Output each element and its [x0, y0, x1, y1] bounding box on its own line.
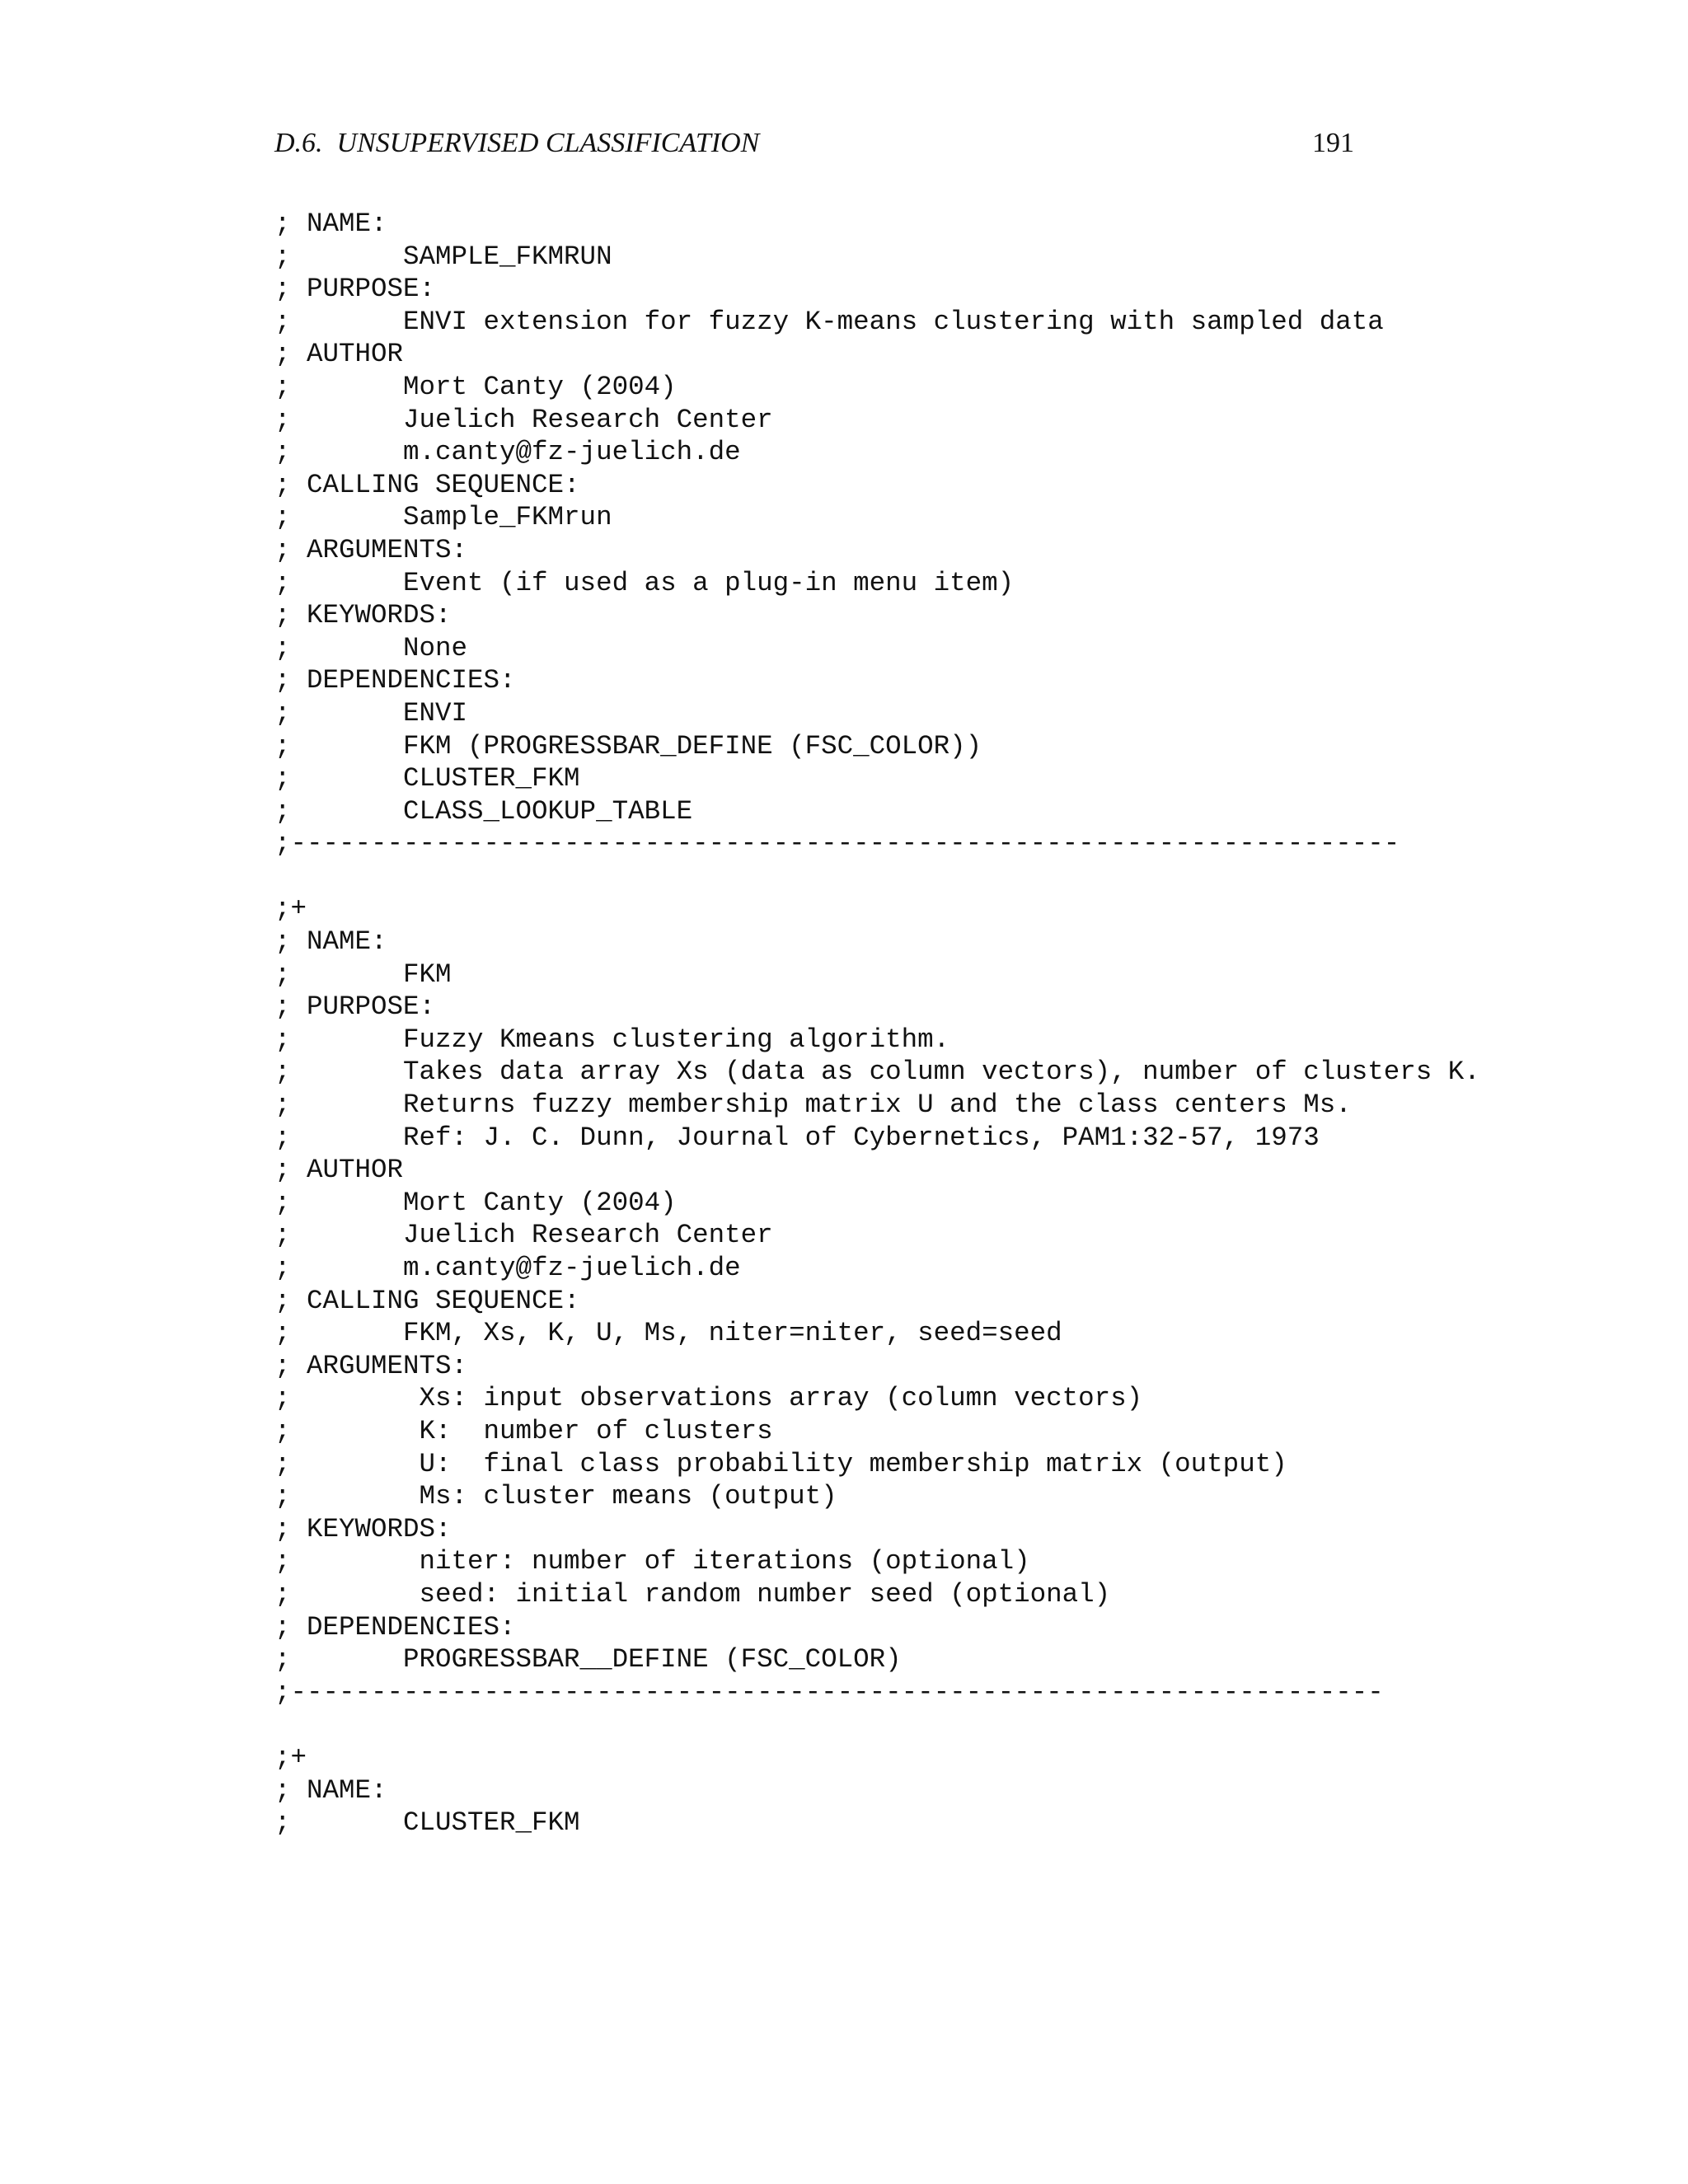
code-line: ; Mort Canty (2004): [274, 371, 677, 402]
code-line: ; ARGUMENTS:: [274, 534, 468, 565]
code-line: ; Returns fuzzy membership matrix U and the class centers Ms.: [274, 1090, 1352, 1121]
code-line: ;+: [274, 1741, 307, 1773]
code-line: ; FKM: [274, 958, 452, 990]
code-line: ; AUTHOR: [274, 1155, 404, 1186]
code-line: ; m.canty@fz-juelich.de: [274, 1253, 741, 1283]
code-line: ; Juelich Research Center: [274, 404, 773, 435]
code-line: ; None: [274, 632, 468, 663]
code-line: ; Mort Canty (2004): [274, 1187, 677, 1218]
code-line: [274, 860, 1362, 893]
code-line: ; Ref: J. C. Dunn, Journal of Cybernetics, PAM1:32-57, 1973: [274, 1122, 1320, 1153]
code-line: ; Event (if used as a plug-in menu item): [274, 567, 1015, 598]
code-line: ; Takes data array Xs (data as column vectors), number of clusters K.: [274, 1057, 1480, 1088]
code-line: ; PURPOSE:: [274, 991, 436, 1023]
code-line: ; m.canty@fz-juelich.de: [274, 437, 741, 468]
code-line: ; Juelich Research Center: [274, 1220, 773, 1251]
code-line: ; KEYWORDS:: [274, 600, 452, 631]
code-line: ; Sample_FKMrun: [274, 502, 612, 533]
page-number: 191: [1312, 128, 1354, 158]
code-line: ; NAME:: [274, 926, 387, 958]
code-line: ; SAMPLE_FKMRUN: [274, 241, 612, 272]
code-listing: [274, 208, 1480, 1840]
code-line: ; ARGUMENTS:: [274, 1350, 468, 1381]
code-line: ; ENVI: [274, 697, 468, 729]
code-line: ; U: final class probability membership matrix (output): [274, 1448, 1287, 1479]
code-line: ;+: [274, 893, 307, 925]
code-line: ; Xs: input observations array (column vectors): [274, 1383, 1143, 1414]
code-line: ; CLUSTER_FKM: [274, 1807, 580, 1839]
code-line: ; PROGRESSBAR__DEFINE (FSC_COLOR): [274, 1644, 902, 1675]
code-line: ; Fuzzy Kmeans clustering algorithm.: [274, 1024, 950, 1055]
page-header: [274, 128, 1354, 169]
code-line: ; KEYWORDS:: [274, 1513, 452, 1544]
running-head: D.6. UNSUPERVISED CLASSIFICATION: [274, 128, 760, 158]
code-line: ; niter: number of iterations (optional): [274, 1546, 1030, 1577]
code-line: ; CLUSTER_FKM: [274, 763, 580, 794]
code-line: ; NAME:: [274, 1774, 387, 1806]
code-line: ;---------------------------------------------------------------------: [274, 828, 1400, 860]
code-line: ; PURPOSE:: [274, 274, 436, 305]
code-line: ; K: number of clusters: [274, 1415, 773, 1446]
code-line: [274, 1708, 1362, 1741]
code-line: ; FKM, Xs, K, U, Ms, niter=niter, seed=seed: [274, 1318, 1062, 1349]
code-line: ; ENVI extension for fuzzy K-means clustering with sampled data: [274, 306, 1384, 337]
code-line: ; Ms: cluster means (output): [274, 1481, 837, 1512]
code-line: ; NAME:: [274, 209, 387, 239]
code-line: ; DEPENDENCIES:: [274, 665, 516, 696]
code-line: ;--------------------------------------------------------------------: [274, 1676, 1384, 1708]
code-line: ; CALLING SEQUENCE:: [274, 469, 580, 500]
code-line: ; CALLING SEQUENCE:: [274, 1285, 580, 1316]
code-line: ; FKM (PROGRESSBAR_DEFINE (FSC_COLOR)): [274, 730, 982, 762]
code-line: ; seed: initial random number seed (optional): [274, 1578, 1111, 1610]
code-line: ; AUTHOR: [274, 339, 404, 370]
code-line: ; DEPENDENCIES:: [274, 1611, 516, 1643]
code-line: ; CLASS_LOOKUP_TABLE: [274, 795, 693, 827]
